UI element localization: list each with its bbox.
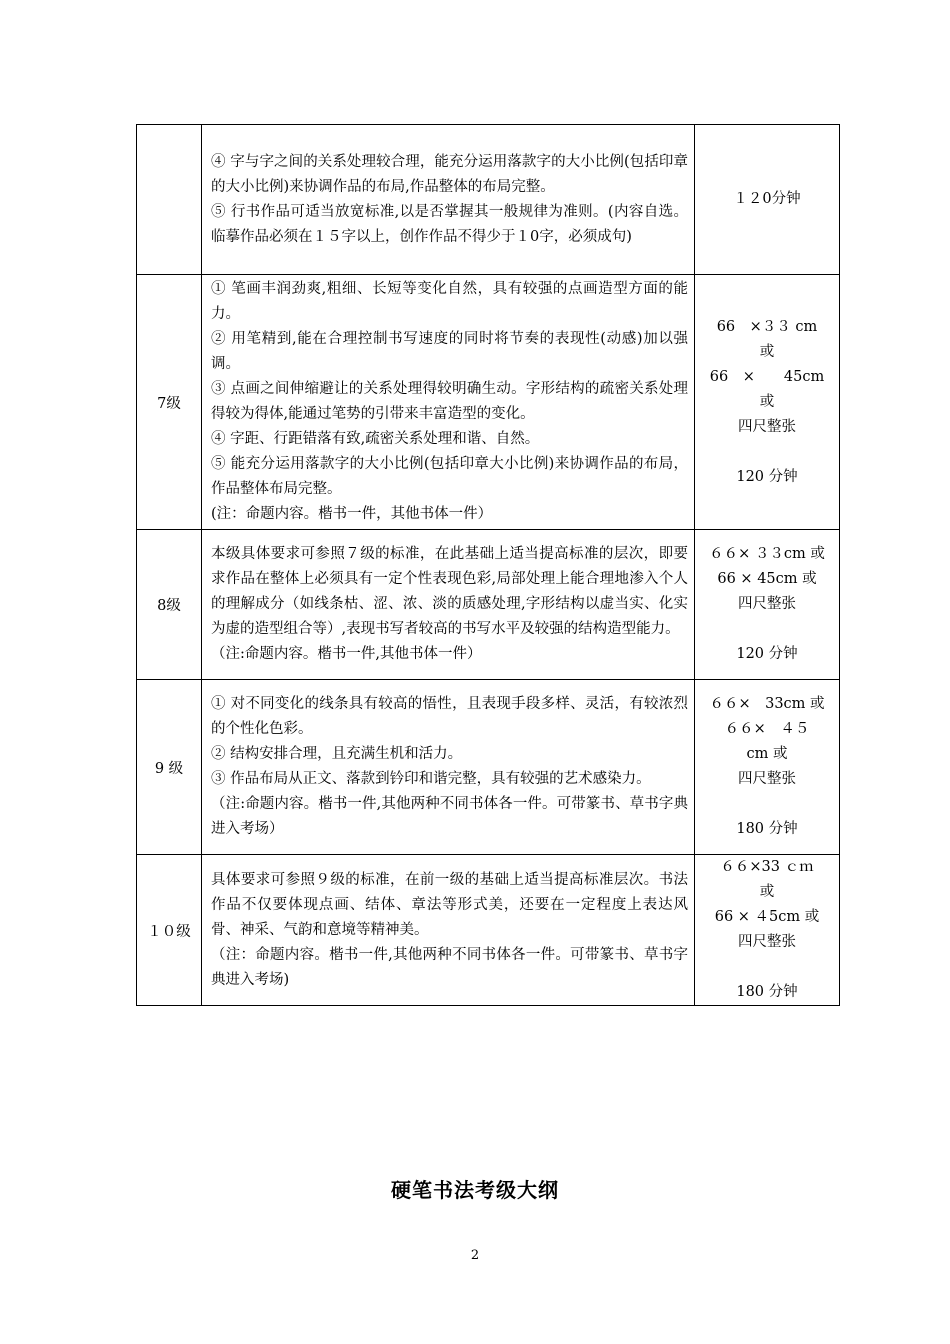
size-time-cell bbox=[695, 855, 840, 1006]
size-time-cell bbox=[695, 275, 840, 530]
table-row bbox=[137, 680, 840, 855]
spec-line: 180 分钟 bbox=[736, 821, 798, 837]
requirement-item: （注:命题内容。楷书一件,其他两种不同书体各一件。可带篆书、草书字典进入考场） bbox=[211, 796, 688, 837]
spec-line: １２0分钟 bbox=[733, 191, 801, 207]
requirements-cell bbox=[202, 855, 695, 1006]
requirement-item: ③ 作品布局从正文、落款到钤印和谐完整，具有较强的艺术感染力。 bbox=[211, 771, 651, 787]
requirement-item: ④ 字距、行距错落有致,疏密关系处理和谐、自然。 bbox=[211, 431, 540, 447]
table-row bbox=[137, 125, 840, 275]
level-cell: １０级 bbox=[137, 855, 202, 1006]
spec-line: ６６× ４５ bbox=[724, 721, 810, 737]
requirements-cell bbox=[202, 530, 695, 680]
requirement-item: 本级具体要求可参照７级的标准，在此基础上适当提高标准的层次，即要求作品在整体上必须具有一定个性表现色彩,局部处理上能合理地渗入个人的理解成分（如线条枯、涩、浓、淡的质感处理,字形结构以虚当实、化实为虚的造型组合等）,表现书写者较高的书写水平及较强的结构造型能力。 bbox=[211, 546, 688, 637]
requirement-item: ① 笔画丰润劲爽,粗细、长短等变化自然，具有较强的点画造型方面的能力。 bbox=[211, 281, 688, 322]
requirement-item: ④ 字与字之间的关系处理较合理，能充分运用落款字的大小比例(包括印章的大小比例)来协调作品的布局,作品整体的布局完整。 bbox=[211, 153, 688, 195]
table-body bbox=[137, 125, 840, 1006]
spec-line: 四尺整张 bbox=[738, 418, 796, 435]
table-row bbox=[137, 855, 840, 1006]
size-time-cell bbox=[695, 680, 840, 855]
requirements-cell bbox=[202, 125, 695, 275]
section-title: 硬笔书法考级大纲 bbox=[391, 1178, 559, 1202]
requirements-cell bbox=[202, 275, 695, 530]
spec-line: 或 bbox=[759, 343, 775, 360]
requirement-item: 具体要求可参照９级的标准，在前一级的基础上适当提高标准层次。书法作品不仅要体现点画、结体、章法等形式美，还要在一定程度上表达风骨、神采、气韵和意境等精神美。 bbox=[211, 871, 688, 938]
level-cell: 7级 bbox=[137, 275, 202, 530]
table-row bbox=[137, 275, 840, 530]
requirement-item: （注:命题内容。楷书一件,其他书体一件） bbox=[211, 646, 482, 662]
requirement-item: （注：命题内容。楷书一件,其他两种不同书体各一件。可带篆书、草书字典进入考场) bbox=[211, 946, 688, 988]
spec-line: 四尺整张 bbox=[738, 771, 796, 787]
spec-line: 四尺整张 bbox=[738, 596, 796, 612]
table-row bbox=[137, 530, 840, 680]
level-cell: 9 级 bbox=[137, 680, 202, 855]
level-cell bbox=[137, 125, 202, 275]
spec-line: ６６× 33cm 或 bbox=[709, 696, 825, 712]
grade-requirements-table bbox=[136, 124, 840, 1006]
spec-line: cm 或 bbox=[746, 746, 788, 762]
spec-line: 或 bbox=[759, 393, 775, 410]
size-time-cell bbox=[695, 125, 840, 275]
spec-line bbox=[699, 792, 835, 817]
requirements-cell bbox=[202, 680, 695, 855]
spec-line bbox=[699, 617, 835, 642]
requirement-item: ③ 点画之间伸缩避让的关系处理得较明确生动。字形结构的疏密关系处理得较为得体,能通过笔势的引带来丰富造型的变化。 bbox=[211, 381, 688, 422]
spec-line: 120 分钟 bbox=[736, 468, 798, 485]
spec-line bbox=[699, 955, 835, 980]
spec-line: 120 分钟 bbox=[736, 646, 798, 662]
page-number: 2 bbox=[470, 1248, 480, 1263]
level-cell: 8级 bbox=[137, 530, 202, 680]
requirement-item: (注：命题内容。楷书一件，其他书体一件） bbox=[211, 506, 493, 522]
requirement-item: ② 用笔精到,能在合理控制书写速度的同时将节奏的表现性(动感)加以强调。 bbox=[211, 331, 688, 372]
spec-line: 180 分钟 bbox=[736, 984, 798, 1000]
requirement-item: ① 对不同变化的线条具有较高的悟性，且表现手段多样、灵活，有较浓烈的个性化色彩。 bbox=[211, 696, 688, 737]
spec-line: 66 × ４5cm 或 bbox=[714, 909, 820, 925]
spec-line bbox=[699, 440, 835, 465]
requirement-item: ② 结构安排合理，且充满生机和活力。 bbox=[211, 746, 463, 762]
spec-line: 四尺整张 bbox=[738, 934, 796, 950]
spec-line: 66 × 45cm 或 bbox=[717, 571, 817, 587]
requirement-item: ⑤ 能充分运用落款字的大小比例(包括印章大小比例)来协调作品的布局，作品整体布局完整。 bbox=[211, 456, 688, 497]
requirement-item: ⑤ 行书作品可适当放宽标准,以是否掌握其一般规律为准则。(内容自选。临摹作品必须在１５字以上，创作作品不得少于１0字，必须成句) bbox=[211, 203, 688, 245]
spec-line: 66 × 45cm bbox=[709, 368, 825, 385]
spec-line: ６６× ３３cm 或 bbox=[709, 546, 825, 562]
spec-line: ６６×33 ｃｍ bbox=[720, 859, 814, 875]
spec-line: 66 ×３３ cm bbox=[716, 318, 818, 335]
spec-line: 或 bbox=[759, 884, 775, 900]
size-time-cell bbox=[695, 530, 840, 680]
